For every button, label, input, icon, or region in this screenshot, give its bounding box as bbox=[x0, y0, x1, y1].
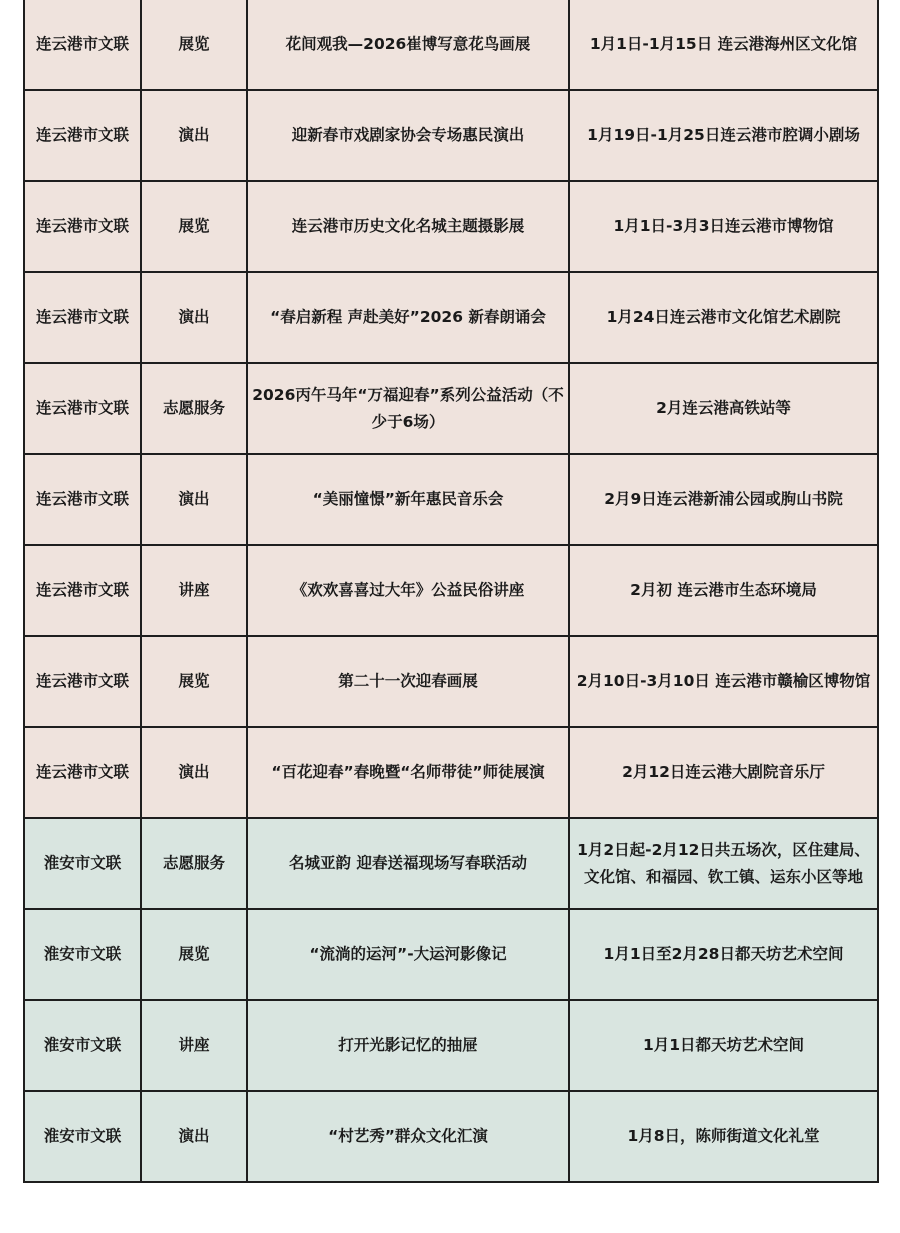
event-type-cell: 讲座 bbox=[141, 1000, 247, 1091]
table-row bbox=[24, 454, 878, 545]
table-row bbox=[24, 636, 878, 727]
time-place-cell: 1月1日-1月15日 连云港海州区文化馆 bbox=[569, 0, 878, 90]
organizer-cell: 连云港市文联 bbox=[24, 545, 141, 636]
table-row bbox=[24, 909, 878, 1000]
event-type-cell: 演出 bbox=[141, 90, 247, 181]
time-place-cell: 1月1日-3月3日连云港市博物馆 bbox=[569, 181, 878, 272]
event-title-cell: “美丽憧憬”新年惠民音乐会 bbox=[247, 454, 569, 545]
event-type-cell: 志愿服务 bbox=[141, 818, 247, 909]
time-place-cell: 1月2日起-2月12日共五场次，区住建局、文化馆、和福园、钦工镇、运东小区等地 bbox=[569, 818, 878, 909]
table-row bbox=[24, 545, 878, 636]
time-place-cell: 2月连云港高铁站等 bbox=[569, 363, 878, 454]
time-place-cell: 2月12日连云港大剧院音乐厅 bbox=[569, 727, 878, 818]
event-type-cell: 演出 bbox=[141, 727, 247, 818]
event-type-cell: 展览 bbox=[141, 0, 247, 90]
time-place-cell: 2月9日连云港新浦公园或朐山书院 bbox=[569, 454, 878, 545]
event-type-cell: 展览 bbox=[141, 181, 247, 272]
time-place-cell: 1月24日连云港市文化馆艺术剧院 bbox=[569, 272, 878, 363]
organizer-cell: 淮安市文联 bbox=[24, 1091, 141, 1182]
organizer-cell: 连云港市文联 bbox=[24, 727, 141, 818]
event-type-cell: 志愿服务 bbox=[141, 363, 247, 454]
organizer-cell: 连云港市文联 bbox=[24, 0, 141, 90]
event-type-cell: 讲座 bbox=[141, 545, 247, 636]
event-title-cell: 2026丙午马年“万福迎春”系列公益活动（不少于6场） bbox=[247, 363, 569, 454]
organizer-cell: 连云港市文联 bbox=[24, 636, 141, 727]
event-title-cell: 打开光影记忆的抽屉 bbox=[247, 1000, 569, 1091]
event-title-cell: “百花迎春”春晚暨“名师带徒”师徒展演 bbox=[247, 727, 569, 818]
event-type-cell: 展览 bbox=[141, 909, 247, 1000]
event-title-cell: 连云港市历史文化名城主题摄影展 bbox=[247, 181, 569, 272]
event-type-cell: 展览 bbox=[141, 636, 247, 727]
table-row bbox=[24, 818, 878, 909]
event-title-cell: 《欢欢喜喜过大年》公益民俗讲座 bbox=[247, 545, 569, 636]
event-title-cell: 花间观我—2026崔博写意花鸟画展 bbox=[247, 0, 569, 90]
time-place-cell: 1月1日至2月28日都天坊艺术空间 bbox=[569, 909, 878, 1000]
event-type-cell: 演出 bbox=[141, 272, 247, 363]
event-title-cell: “流淌的运河”-大运河影像记 bbox=[247, 909, 569, 1000]
table-row bbox=[24, 0, 878, 90]
time-place-cell: 1月1日都天坊艺术空间 bbox=[569, 1000, 878, 1091]
organizer-cell: 连云港市文联 bbox=[24, 363, 141, 454]
table-row bbox=[24, 363, 878, 454]
organizer-cell: 淮安市文联 bbox=[24, 1000, 141, 1091]
organizer-cell: 淮安市文联 bbox=[24, 909, 141, 1000]
table-row bbox=[24, 1000, 878, 1091]
table-row bbox=[24, 727, 878, 818]
time-place-cell: 2月10日-3月10日 连云港市赣榆区博物馆 bbox=[569, 636, 878, 727]
time-place-cell: 1月19日-1月25日连云港市腔调小剧场 bbox=[569, 90, 878, 181]
time-place-cell: 1月8日，陈师街道文化礼堂 bbox=[569, 1091, 878, 1182]
organizer-cell: 淮安市文联 bbox=[24, 818, 141, 909]
event-type-cell: 演出 bbox=[141, 454, 247, 545]
events-table-body bbox=[24, 0, 878, 1182]
event-title-cell: 名城亚韵 迎春送福现场写春联活动 bbox=[247, 818, 569, 909]
organizer-cell: 连云港市文联 bbox=[24, 90, 141, 181]
time-place-cell: 2月初 连云港市生态环境局 bbox=[569, 545, 878, 636]
events-table bbox=[23, 0, 879, 1183]
event-type-cell: 演出 bbox=[141, 1091, 247, 1182]
event-title-cell: “村艺秀”群众文化汇演 bbox=[247, 1091, 569, 1182]
table-row bbox=[24, 90, 878, 181]
organizer-cell: 连云港市文联 bbox=[24, 272, 141, 363]
event-title-cell: “春启新程 声赴美好”2026 新春朗诵会 bbox=[247, 272, 569, 363]
organizer-cell: 连云港市文联 bbox=[24, 454, 141, 545]
table-row bbox=[24, 181, 878, 272]
table-row bbox=[24, 272, 878, 363]
table-row bbox=[24, 1091, 878, 1182]
event-title-cell: 第二十一次迎春画展 bbox=[247, 636, 569, 727]
organizer-cell: 连云港市文联 bbox=[24, 181, 141, 272]
event-title-cell: 迎新春市戏剧家协会专场惠民演出 bbox=[247, 90, 569, 181]
